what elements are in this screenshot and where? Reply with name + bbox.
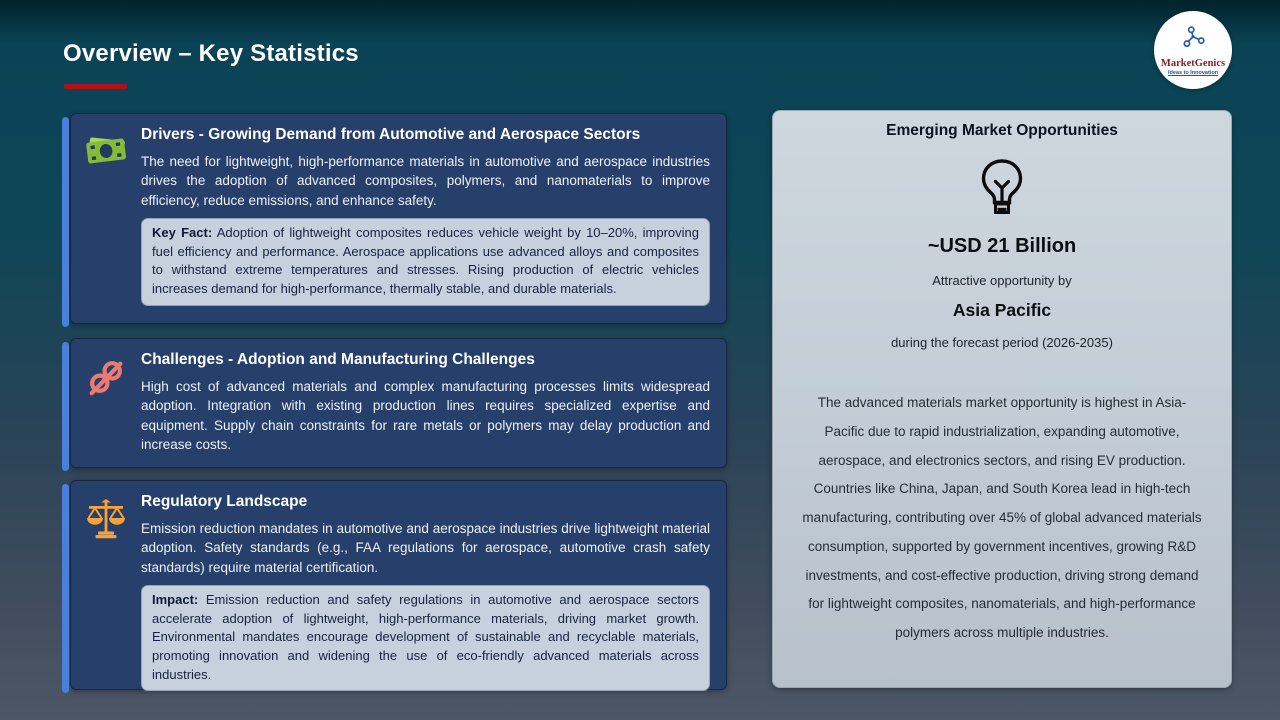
regulatory-card-title: Regulatory Landscape	[141, 493, 308, 510]
panel-title: Emerging Market Opportunities	[886, 122, 1118, 139]
drivers-card-title: Drivers - Growing Demand from Automotive and Aerospace Sectors	[141, 126, 641, 143]
regulatory-card	[70, 480, 727, 690]
opportunity-region: Asia Pacific	[952, 300, 1052, 320]
logo-tagline: Ideas to Innovation	[1167, 69, 1219, 76]
emerging-opportunities-panel	[772, 110, 1232, 688]
molecule-icon	[1180, 25, 1206, 56]
impact-label: Impact:	[152, 591, 199, 607]
page-title: Overview – Key Statistics	[63, 40, 359, 67]
title-accent-bar	[64, 84, 127, 89]
logo-name: MarketGenics	[1160, 57, 1226, 69]
regulatory-card-body: Emission reduction mandates in automotive and aerospace industries drive lightweight material adoption. Safety standards (e.g., FAA regulations for aerospace, automotive crash safety standards) require material certification.	[141, 521, 710, 575]
opportunity-description: The advanced materials market opportunity is highest in Asia-Pacific due to rapid industrialization, expanding automotive, aerospace, and electronics sectors, and rising EV production. Countries like China, Japan, and South Korea lead in high-tech manufacturing, contributing over 45% of global advanced materials consumption, supported by government incentives, growing R&D investments, and cost-effective production, driving strong demand for lightweight composites, nanomaterials, and high-performance polymers across multiple industries.	[802, 395, 1202, 640]
forecast-period: during the forecast period (2026-2035)	[891, 335, 1113, 350]
key-fact-text: Adoption of lightweight composites reduces vehicle weight by 10–20%, improving fuel efficiency and performance. Aerospace applications use advanced alloys and composites to withstand extreme temperatures and stresses. Rising production of electric vehicles increases demand for high-performance, thermally stable, and durable materials.	[152, 224, 700, 297]
key-fact-label: Key Fact:	[152, 224, 213, 240]
money-banknote-icon	[71, 123, 141, 306]
challenges-card-body: High cost of advanced materials and complex manufacturing processes limits widespread adoption. Integration with existing production lines requires specialized expertise and equipment. Supply chain constraints for rare metals or polymers may delay production and increase costs.	[141, 379, 710, 452]
key-fact-callout	[141, 218, 710, 306]
opportunity-subtitle: Attractive opportunity by	[932, 273, 1072, 288]
lightbulb-icon	[773, 158, 1231, 221]
drivers-card-body: The need for lightweight, high-performance materials in automotive and aerospace industries drives the adoption of advanced composites, polymers, and nanomaterials to improve efficiency, reduce emissions, and enhance safety.	[141, 154, 710, 208]
broken-link-icon	[71, 348, 141, 454]
drivers-card	[70, 113, 727, 324]
company-logo	[1154, 11, 1232, 89]
challenges-card-title: Challenges - Adoption and Manufacturing Challenges	[141, 351, 535, 368]
impact-text: Emission reduction and safety regulations in automotive and aerospace sectors accelerate adoption of lightweight, high-performance materials, driving market growth. Environmental mandates encourage development of sustainable and recyclable materials, promoting innovation and widening the use of eco-friendly advanced materials across industries.	[152, 591, 699, 682]
opportunity-value: ~USD 21 Billion	[927, 235, 1077, 257]
impact-callout	[141, 585, 710, 692]
scales-icon	[71, 490, 141, 691]
challenges-card	[70, 338, 727, 468]
